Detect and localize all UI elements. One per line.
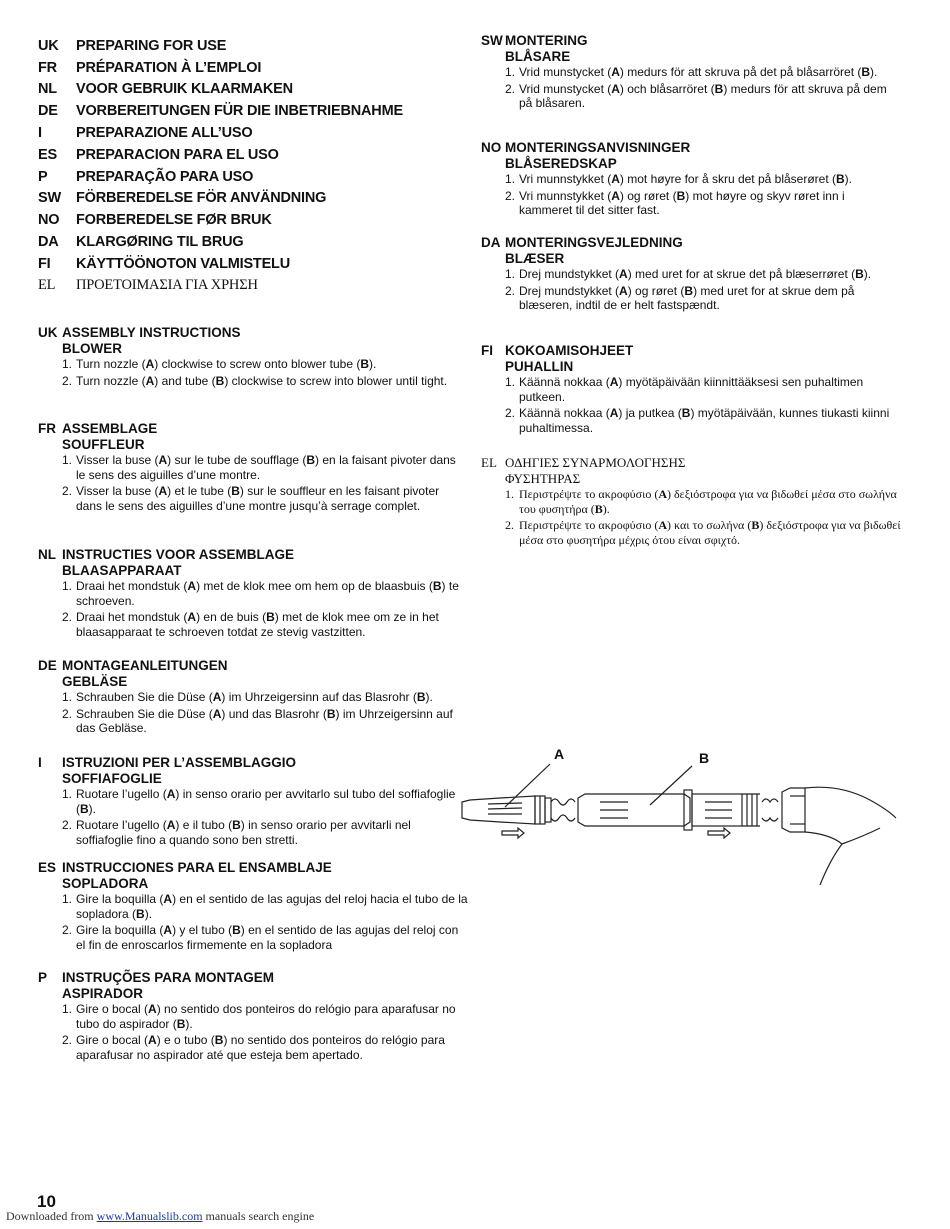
- language-code: FI: [481, 343, 493, 358]
- language-code: NL: [38, 81, 57, 98]
- assembly-section: [481, 140, 901, 220]
- instruction-text: Vri munnstykket (A) mot høyre for å skru det på blåserøret (B).: [519, 172, 853, 186]
- instruction-step: 2. Gire la boquilla (A) y el tubo (B) en el sentido de las agujas del reloj con el fin de enroscarlos firmemente en la sopladora: [62, 923, 459, 952]
- section-subtitle: BLAASAPPARAAT: [62, 562, 182, 578]
- prep-heading: [38, 253, 478, 275]
- instruction-step: 1. Περιστρέψτε το ακροφύσιο (A) δεξιόστροφα για να βιδωθεί μέσα στο σωλήνα του φυσητήρα (B).: [505, 487, 897, 516]
- instruction-step: 2. Draai het mondstuk (A) en de buis (B) met de klok mee om ze in het blaasapparaat te schroeven totdat ze stevig vastzitten.: [62, 610, 439, 639]
- prep-heading: [38, 144, 478, 166]
- instruction-text: Vrid munstycket (A) och blåsarröret (B) medurs för att skruva på dem på blåsaren.: [519, 81, 887, 110]
- prep-heading: [38, 100, 478, 122]
- language-code: FR: [38, 59, 57, 76]
- section-subtitle: SOFFIAFOGLIE: [62, 770, 162, 786]
- instruction-step: 2. Visser la buse (A) et le tube (B) sur le souffleur en les faisant pivoter dans le sens des aiguilles d’une montre jusqu’à serrage complet.: [62, 484, 440, 513]
- section-subtitle: PUHALLIN: [505, 358, 574, 374]
- section-heading: [38, 325, 468, 341]
- section-heading: [481, 235, 901, 251]
- instruction-step: 1. Gire la boquilla (A) en el sentido de las agujas del reloj hacia el tubo de la sopladora (B).: [62, 892, 468, 921]
- heading-text: KLARGØRING TIL BRUG: [76, 234, 244, 251]
- instruction-text: Gire o bocal (A) e o tubo (B) no sentido dos ponteiros do relógio para aparafusar no aspirador até que esteja bem apertado.: [76, 1033, 445, 1062]
- label-a: A: [554, 746, 565, 762]
- language-code: NL: [38, 547, 56, 562]
- language-code: NO: [38, 212, 60, 229]
- heading-text: PRÉPARATION À L’EMPLOI: [76, 59, 262, 76]
- section-subtitle: SOPLADORA: [62, 875, 149, 891]
- language-code: EL: [481, 455, 497, 470]
- assembly-section: [481, 33, 901, 113]
- heading-text: PREPARAZIONE ALL’USO: [76, 125, 253, 142]
- section-title: ASSEMBLAGE: [62, 421, 158, 436]
- instruction-text: Käännä nokkaa (A) ja putkea (B) myötäpäivään, kunnes tiukasti kiinni puhaltimessa.: [519, 406, 890, 435]
- instruction-step: 1. Vri munnstykket (A) mot høyre for å skru det på blåserøret (B).: [505, 172, 853, 186]
- instruction-list: [38, 357, 468, 388]
- instruction-step: 1. Gire o bocal (A) no sentido dos ponteiros do relógio para aparafusar no tubo do aspirador (B).: [62, 1002, 456, 1031]
- language-code: NO: [481, 140, 502, 155]
- language-code: P: [38, 168, 48, 185]
- instruction-step: 2. Vri munnstykket (A) og røret (B) mot høyre og skyv røret inn i kammeret til det sitter fast.: [505, 188, 845, 217]
- instruction-text: Visser la buse (A) sur le tube de soufflage (B) en la faisant pivoter dans le sens des aiguilles d’une montre.: [76, 453, 456, 482]
- instruction-text: Gire o bocal (A) no sentido dos ponteiros do relógio para aparafusar no tubo do aspirador (B).: [76, 1002, 456, 1031]
- section-subtitle: GEBLÄSE: [62, 673, 128, 689]
- section-title: MONTERINGSANVISNINGER: [505, 140, 691, 155]
- language-code: ES: [38, 146, 57, 163]
- section-subtitle: SOUFFLEUR: [62, 436, 145, 452]
- language-code: FR: [38, 421, 56, 436]
- instruction-text: Draai het mondstuk (A) en de buis (B) met de klok mee om ze in het blaasapparaat te schroeven totdat ze stevig vastzitten.: [76, 610, 439, 639]
- language-code: DA: [38, 234, 59, 251]
- heading-text: FÖRBEREDELSE FÖR ANVÄNDNING: [76, 190, 327, 207]
- instruction-list: [481, 172, 901, 218]
- language-code: DE: [38, 103, 58, 120]
- instruction-text: Ruotare l’ugello (A) in senso orario per avvitarlo sul tubo del soffiafoglie (B).: [76, 787, 456, 816]
- section-subtitle: BLÅSARE: [505, 48, 571, 64]
- assembly-section: [38, 755, 468, 849]
- language-code: P: [38, 970, 48, 985]
- prep-heading: [38, 57, 478, 79]
- instruction-list: [38, 453, 468, 513]
- page-number: 10: [37, 1192, 56, 1211]
- section-title: KOKOAMISOHJEET: [505, 343, 634, 358]
- manualslib-link[interactable]: www.Manualslib.com: [96, 1209, 203, 1223]
- prep-heading: [38, 79, 478, 101]
- prep-heading: [38, 122, 478, 144]
- section-heading: [38, 547, 468, 563]
- heading-text: PREPARACION PARA EL USO: [76, 146, 279, 163]
- instruction-text: Schrauben Sie die Düse (A) im Uhrzeigersinn auf das Blasrohr (B).: [76, 690, 433, 704]
- heading-text: VORBEREITUNGEN FÜR DIE INBETRIEBNAHME: [76, 103, 403, 120]
- section-title: MONTERINGSVEJLEDNING: [505, 235, 683, 250]
- assembly-figure: [460, 740, 900, 890]
- language-code: SW: [481, 33, 503, 48]
- language-code: DE: [38, 658, 57, 673]
- language-code: UK: [38, 325, 58, 340]
- footer-prefix: Downloaded from: [6, 1209, 97, 1223]
- language-code: EL: [38, 277, 56, 294]
- section-title: ΟΔΗΓΙΕΣ ΣΥΝΑΡΜΟΛΟΓΗΣΗΣ: [505, 455, 686, 470]
- instruction-list: [38, 787, 468, 847]
- section-title: MONTERING: [505, 33, 588, 48]
- instruction-text: Περιστρέψτε το ακροφύσιο (A) δεξιόστροφα για να βιδωθεί μέσα στο σωλήνα του φυσητήρα (B).: [519, 487, 897, 516]
- language-code: UK: [38, 37, 59, 54]
- prep-heading: [38, 275, 478, 297]
- section-title: ISTRUZIONI PER L’ASSEMBLAGGIO: [62, 755, 297, 770]
- instruction-list: [481, 65, 901, 111]
- assembly-section: [481, 343, 901, 437]
- section-title: INSTRUCTIES VOOR ASSEMBLAGE: [62, 547, 295, 562]
- language-code: ES: [38, 860, 57, 875]
- heading-text: FORBEREDELSE FØR BRUK: [76, 212, 272, 229]
- instruction-text: Käännä nokkaa (A) myötäpäivään kiinnittääksesi sen puhaltimen putkeen.: [519, 375, 864, 404]
- section-heading: [481, 33, 901, 49]
- instruction-step: 2. Περιστρέψτε το ακροφύσιο (A) και το σωλήνα (B) δεξιόστροφα για να βιδωθεί μέσα στο φυσητήρα μέχρις ότου είναι σφιχτό.: [505, 518, 901, 547]
- section-title: MONTAGEANLEITUNGEN: [62, 658, 228, 673]
- section-heading: [38, 421, 468, 437]
- prep-heading: [38, 166, 478, 188]
- instruction-step: 2. Drej mundstykket (A) og røret (B) med uret for at skrue dem på blæseren, indtil de er helt fastspændt.: [505, 283, 855, 312]
- instruction-text: Drej mundstykket (A) og røret (B) med uret for at skrue dem på blæseren, indtil de er helt fastspændt.: [519, 283, 855, 312]
- instruction-step: 1. Turn nozzle (A) clockwise to screw onto blower tube (B).: [62, 357, 377, 371]
- instruction-text: Schrauben Sie die Düse (A) und das Blasrohr (B) im Uhrzeigersinn auf das Gebläse.: [76, 706, 453, 735]
- instruction-text: Turn nozzle (A) clockwise to screw onto blower tube (B).: [76, 357, 377, 371]
- prep-heading: [38, 35, 478, 57]
- instruction-step: 1. Drej mundstykket (A) med uret for at skrue det på blæserrøret (B).: [505, 267, 872, 281]
- section-title: INSTRUCCIONES PARA EL ENSAMBLAJE: [62, 860, 332, 875]
- prep-heading: [38, 209, 478, 231]
- section-title: ASSEMBLY INSTRUCTIONS: [62, 325, 241, 340]
- assembly-section: [481, 455, 901, 549]
- footer-suffix: manuals search engine: [202, 1209, 315, 1223]
- instruction-step: 2. Käännä nokkaa (A) ja putkea (B) myötäpäivään, kunnes tiukasti kiinni puhaltimessa.: [505, 406, 890, 435]
- section-heading: [38, 860, 468, 876]
- assembly-section: [38, 547, 468, 641]
- instruction-text: Vrid munstycket (A) medurs för att skruva på det på blåsarröret (B).: [519, 65, 878, 79]
- heading-text: PREPARING FOR USE: [76, 37, 227, 54]
- instruction-text: Gire la boquilla (A) en el sentido de las agujas del reloj hacia el tubo de la sopladora (B).: [76, 892, 468, 921]
- instruction-list: [481, 487, 901, 547]
- instruction-list: [38, 892, 468, 952]
- instruction-list: [38, 1002, 468, 1062]
- section-subtitle: ASPIRADOR: [62, 985, 144, 1001]
- instruction-text: Vri munnstykket (A) og røret (B) mot høyre og skyv røret inn i kammeret til det sitter fast.: [519, 188, 845, 217]
- section-heading: [38, 755, 468, 771]
- section-heading: [481, 140, 901, 156]
- instruction-step: 1. Vrid munstycket (A) medurs för att skruva på det på blåsarröret (B).: [505, 65, 878, 79]
- section-heading: [481, 455, 901, 471]
- section-heading: [38, 658, 468, 674]
- instruction-list: [481, 267, 901, 313]
- language-code: DA: [481, 235, 501, 250]
- prep-headings: [38, 35, 478, 297]
- instruction-step: 1. Visser la buse (A) sur le tube de soufflage (B) en la faisant pivoter dans le sens des aiguilles d’une montre.: [62, 453, 456, 482]
- section-subtitle: BLÅSEREDSKAP: [505, 155, 617, 171]
- instruction-step: 2. Vrid munstycket (A) och blåsarröret (B) medurs för att skruva på dem på blåsaren.: [505, 81, 887, 110]
- language-code: I: [38, 755, 42, 770]
- instruction-list: [38, 690, 468, 736]
- assembly-section: [481, 235, 901, 315]
- instruction-step: 1. Käännä nokkaa (A) myötäpäivään kiinnittääksesi sen puhaltimen putkeen.: [505, 375, 864, 404]
- instruction-text: Turn nozzle (A) and tube (B) clockwise to screw into blower until tight.: [76, 373, 448, 388]
- assembly-section: [38, 325, 468, 390]
- instruction-step: 2. Schrauben Sie die Düse (A) und das Blasrohr (B) im Uhrzeigersinn auf das Gebläse.: [62, 706, 453, 735]
- instruction-list: [38, 579, 468, 639]
- language-code: I: [38, 125, 42, 142]
- instruction-text: Περιστρέψτε το ακροφύσιο (A) και το σωλήνα (B) δεξιόστροφα για να βιδωθεί μέσα στο φυσητήρα μέχρις ότου είναι σφιχτό.: [519, 518, 901, 547]
- instruction-text: Draai het mondstuk (A) met de klok mee om hem op de blaasbuis (B) te schroeven.: [76, 579, 459, 608]
- instruction-step: 1. Schrauben Sie die Düse (A) im Uhrzeigersinn auf das Blasrohr (B).: [62, 690, 433, 704]
- label-b: B: [699, 750, 710, 766]
- instruction-list: [481, 375, 901, 435]
- section-subtitle: BLOWER: [62, 340, 122, 356]
- heading-text: KÄYTTÖÖNOTON VALMISTELU: [76, 255, 290, 272]
- instruction-text: Ruotare l’ugello (A) e il tubo (B) in senso orario per avvitarli nel soffiafoglie fino a quando sono ben stretti.: [76, 818, 411, 847]
- section-heading: [481, 343, 901, 359]
- assembly-section: [38, 421, 468, 515]
- instruction-step: 2. Ruotare l’ugello (A) e il tubo (B) in senso orario per avvitarli nel soffiafoglie fino a quando sono ben stretti.: [62, 818, 411, 847]
- instruction-step: 2. Gire o bocal (A) e o tubo (B) no sentido dos ponteiros do relógio para aparafusar no aspirador até que esteja bem apertado.: [62, 1033, 445, 1062]
- prep-heading: [38, 231, 478, 253]
- language-code: SW: [38, 190, 61, 207]
- heading-text: ΠΡΟΕΤΟΙΜΑΣΙΑ ΓΙΑ ΧΡΗΣΗ: [76, 277, 258, 294]
- section-subtitle: ΦΥΣΗΤΗΡΑΣ: [505, 470, 581, 486]
- language-code: FI: [38, 255, 51, 272]
- section-title: INSTRUÇÕES PARA MONTAGEM: [62, 970, 274, 985]
- blower-tube-illustration: [460, 740, 900, 890]
- instruction-step: 2. Turn nozzle (A) and tube (B) clockwise to screw into blower until tight.: [62, 373, 448, 388]
- instruction-text: Visser la buse (A) et le tube (B) sur le souffleur en les faisant pivoter dans le sens des aiguilles d’une montre jusqu’à serrage complet.: [76, 484, 440, 513]
- section-heading: [38, 970, 468, 986]
- instruction-step: 1. Draai het mondstuk (A) met de klok mee om hem op de blaasbuis (B) te schroeven.: [62, 579, 459, 608]
- assembly-section: [38, 860, 468, 954]
- instruction-text: Gire la boquilla (A) y el tubo (B) en el sentido de las agujas del reloj con el fin de enroscarlos firmemente en la sopladora: [76, 923, 459, 952]
- instruction-step: 1. Ruotare l’ugello (A) in senso orario per avvitarlo sul tubo del soffiafoglie (B).: [62, 787, 456, 816]
- download-footer: [6, 1209, 314, 1224]
- assembly-section: [38, 970, 468, 1064]
- heading-text: PREPARAÇÃO PARA USO: [76, 168, 254, 185]
- assembly-section: [38, 658, 468, 738]
- instruction-text: Drej mundstykket (A) med uret for at skrue det på blæserrøret (B).: [519, 267, 872, 281]
- heading-text: VOOR GEBRUIK KLAARMAKEN: [76, 81, 293, 98]
- prep-heading: [38, 188, 478, 210]
- section-subtitle: BLÆSER: [505, 250, 565, 266]
